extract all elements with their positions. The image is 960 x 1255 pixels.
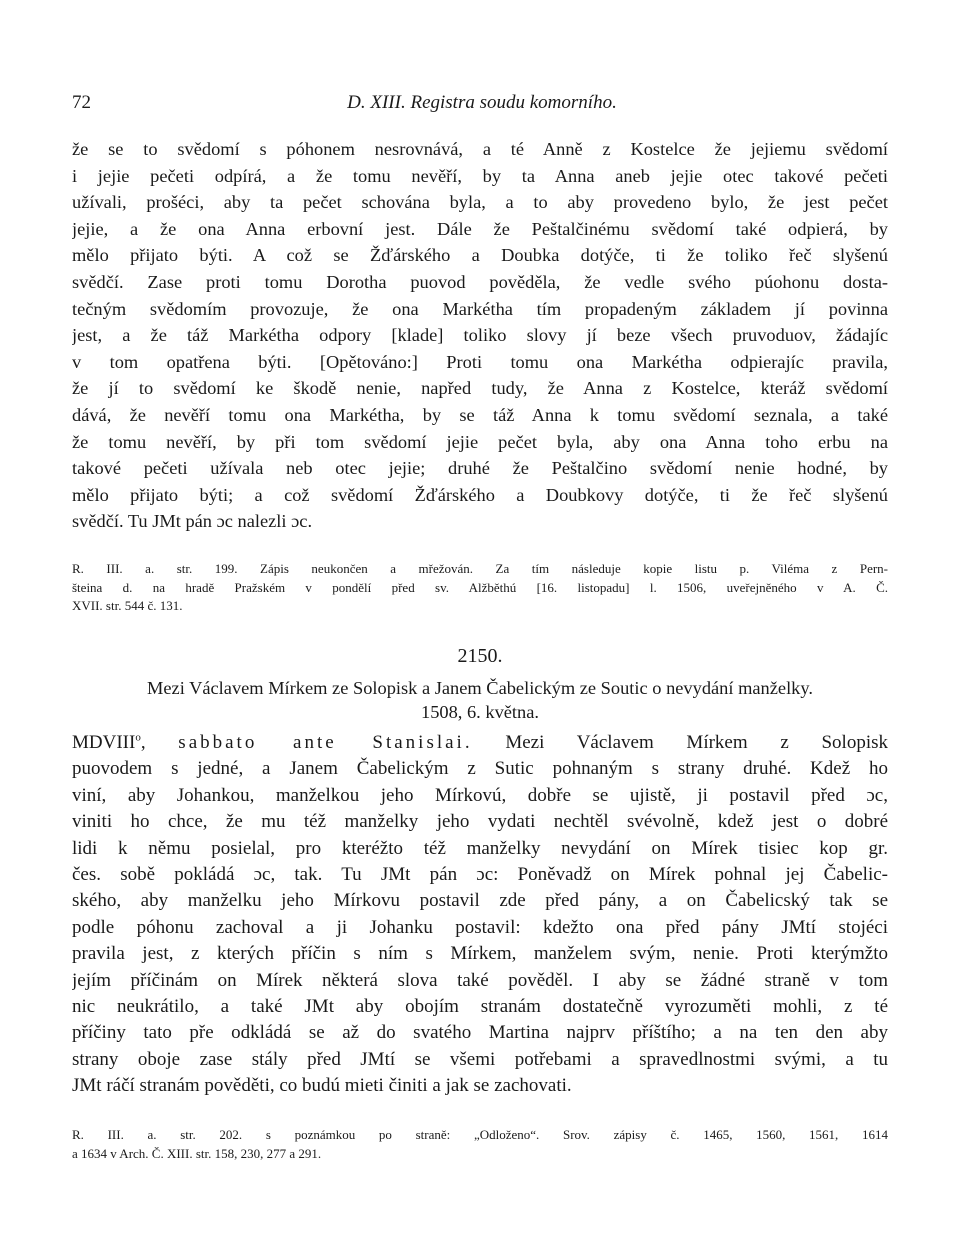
document-date: 1508, 6. května. [421, 702, 539, 722]
note-line: R. III. a. str. 199. Zápis neukončen a mřežován. Za tím následuje kopie listu p. Viléma z Pern- [72, 561, 888, 576]
document-title: Mezi Václavem Mírkem ze Solopisk a Janem Čabelickým ze Soutic o nevydání manželky. [147, 678, 813, 698]
page-number: 72 [72, 92, 91, 113]
text-line: viniti ho chce, že mu též manželky jeho vydati nechtěl svévolně, kdež jest o dobré [72, 811, 888, 833]
text-line: jejím příčinám on Mírek některá slova také pověděl. I aby se žádné straně v tom [72, 969, 888, 991]
text-line: nic neukrátilo, a také JMt aby obojím stranám dostatečně vyrozuměti mohli, z té [72, 995, 888, 1017]
note-line: a 1634 v Arch. Č. XIII. str. 158, 230, 277 a 291. [72, 1145, 322, 1161]
document-number: 2150. [457, 645, 503, 667]
text-line: čes. sobě pokládá ɔc, tak. Tu JMt pán ɔc: Poněvadž on Mírek pohnal jej Čabelic- [72, 863, 888, 885]
text-line: že jí to svědomí ke škodě nenie, napřed tudy, že Anna z Kostelce, kteráž svědomí [72, 378, 888, 399]
text-line: lidi k němu posielal, pro kteréžto též manželky nevydání on Mírek tisiec kop gr. [72, 837, 888, 859]
text-line: svědčí. Zase proti tomu Dorotha puovod pověděla, že vedle svého púohonu dosta- [72, 271, 888, 292]
note-line: XVII. str. 544 č. 131. [72, 598, 183, 614]
text-line: dává, že nevěří tomu ona Markétha, by se táž Anna k tomu svědomí seznala, a také [72, 404, 888, 425]
text-line: takové pečeti užívala neb otec jejie; druhé že Peštalčino svědomí nenie hodné, by [72, 458, 888, 479]
text-line: i jejie pečeti odpírá, a že tomu nevěří, by ta Anna aneb jejie otec takové pečeti [72, 165, 888, 186]
entry-first-rest: Mezi Václavem Mírkem z Solopisk [505, 732, 888, 753]
editorial-note [72, 1126, 888, 1163]
text-line: podle póhonu zachoval a ji Johanku postavil: kdežto ona před pány JMtí stojéci [72, 916, 888, 938]
note-line: šteina d. na hradě Pražském v pondělí před sv. Alžběthú [16. listopadu] l. 1506, uveřejněného v A. Č. [72, 579, 888, 595]
text-line: že tomu nevěří, by při tom svědomí jejie pečet byla, aby ona Anna toho erbu na [72, 431, 888, 452]
text-line: strany oboje zase stály před JMtí se všemi potřebami a spravedlnostmi svými, a tu [72, 1048, 888, 1070]
entry-year-superscript: o [135, 731, 141, 744]
entry-first-line [72, 730, 888, 756]
text-line: svědčí. Tu JMt pán ɔc nalezli ɔc. [72, 511, 313, 532]
entry-year-comma: , [140, 732, 146, 753]
text-line: pravila jest, z kterých příčin s ním s Mírkem, manželem svým, nenie. Proti kterýmžto [72, 943, 888, 965]
editorial-note [72, 560, 888, 616]
entry-year: MDVIII [72, 732, 136, 753]
text-line: mělo přijato býti; a což svědomí Žďárského a Doubkovy dotýče, ti že řeč slyšenú [72, 484, 888, 505]
text-line: puovodem s jedné, a Janem Čabelickým z Sutic pohnaným s strany druhé. Kdež ho [72, 758, 888, 780]
running-header [72, 92, 892, 116]
text-line: příčiny tato pře odkládá se až do svatého Martina najprv příštího; a na ten den aby [72, 1022, 888, 1044]
text-line: tečným svědomím provozuje, že ona Markétha tím propadeným základem jí povinna [72, 298, 888, 319]
text-line: mělo přijato býti. A což se Žďárského a Doubka dotýče, ti že toliko řeč slyšenú [72, 245, 888, 266]
text-line: JMt ráčí stranám pověděti, co budú mieti činiti a jak se zachovati. [72, 1075, 572, 1097]
text-line: jest, a že táž Markétha odpory [klade] toliko slovy jí beze všech pruvoduov, žádajíc [72, 325, 888, 346]
text-line: že se to svědomí s póhonem nesrovnává, a té Anně z Kostelce že jejiemu svědomí [72, 139, 888, 159]
text-line: užívali, prošéci, aby ta pečet schována byla, a to aby provedeno bylo, že jest pečet [72, 192, 888, 213]
text-line: ského, aby manželku jeho Mírkovu postavil zde před pány, a on Čabelicský tak se [72, 890, 888, 912]
text-line: jejie, a že ona Anna erbovní jest. Dále že Peštalčinému svědomí také odpierá, by [72, 218, 888, 239]
running-title: D. XIII. Registra soudu komorního. [347, 92, 617, 113]
body-paragraph [72, 136, 888, 535]
entry-spaced-date: sabbato ante Stanislai. [178, 732, 473, 753]
entry-paragraph [72, 730, 888, 1099]
text-line: viní, aby Johankou, manželkou jeho Mírkovú, dobře se ujistě, ji postavil před ɔc, [72, 784, 888, 806]
note-line: R. III. a. str. 202. s poznámkou po straně: „Odloženo“. Srov. zápisy č. 1465, 1560, 1561, 1614 [72, 1127, 888, 1142]
text-line: v tom opatřena býti. [Opětováno:] Proti tomu ona Markétha odpierajíc pravila, [72, 351, 888, 372]
